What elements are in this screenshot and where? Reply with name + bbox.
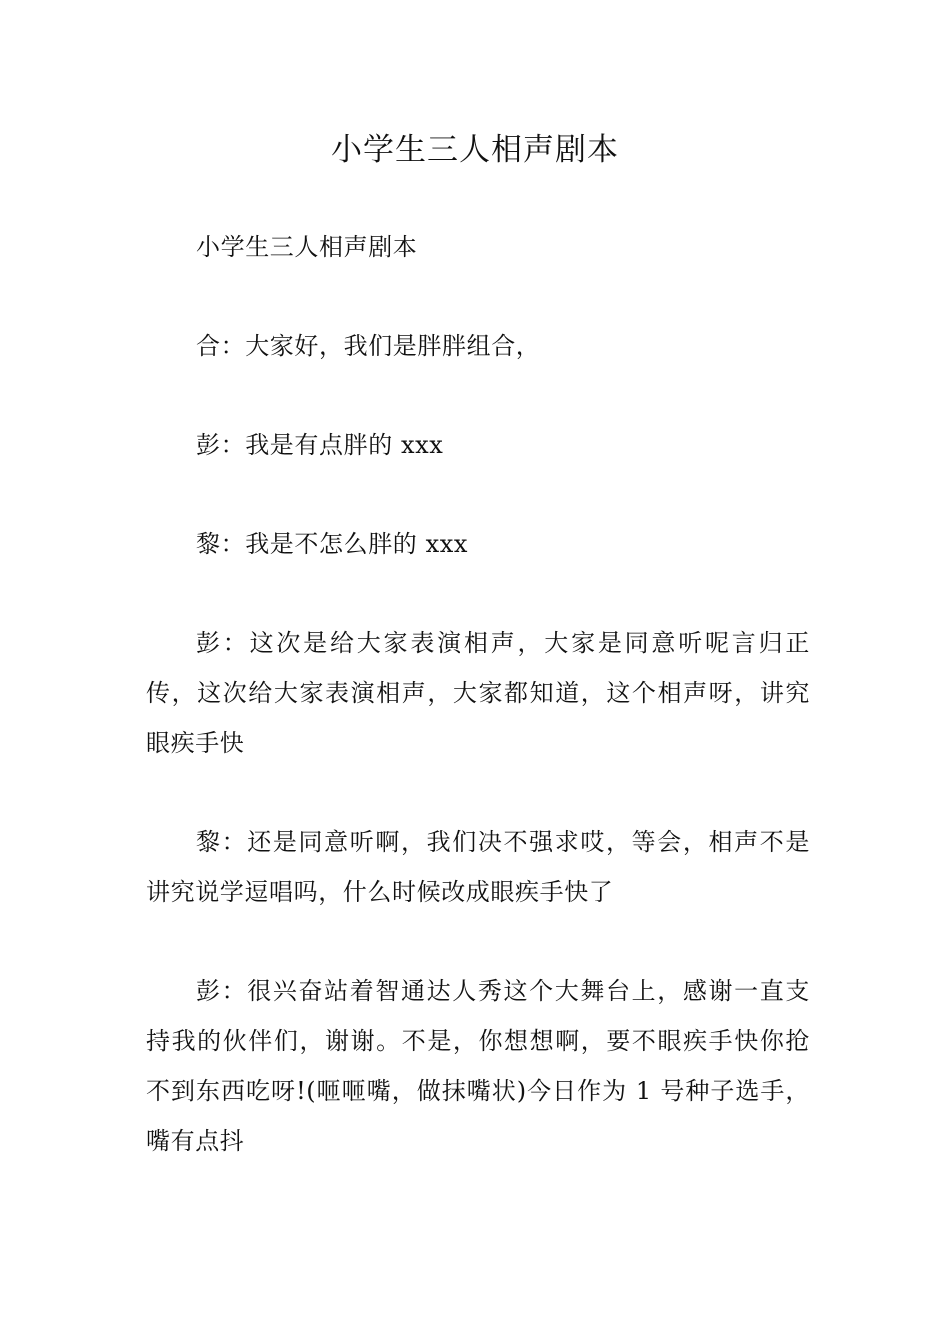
paragraph-line-1: 合：大家好，我们是胖胖组合，	[196, 332, 541, 360]
paragraph-subtitle: 小学生三人相声剧本	[196, 233, 418, 261]
paragraph-line-4: 彭：这次是给大家表演相声，大家是同意听呢言归正传，这次给大家表演相声，大家都知道，这个相声呀，讲究眼疾手快	[146, 629, 810, 757]
document-title: 小学生三人相声剧本	[331, 132, 619, 168]
paragraph-line-5: 黎：还是同意听啊，我们决不强求哎，等会，相声不是讲究说学逗唱吗，什么时候改成眼疾手快了	[146, 828, 810, 906]
paragraph-line-2: 彭：我是有点胖的 xxx	[196, 431, 444, 459]
document-body	[146, 222, 810, 1215]
paragraph-line-6: 彭：很兴奋站着智通达人秀这个大舞台上，感谢一直支持我的伙伴们，谢谢。不是，你想想啊，要不眼疾手快你抢不到东西吃呀!(咂咂嘴，做抹嘴状)今日作为 1 号种子选手，嘴有点抖	[146, 977, 810, 1155]
paragraph-line-3: 黎：我是不怎么胖的 xxx	[196, 530, 469, 558]
